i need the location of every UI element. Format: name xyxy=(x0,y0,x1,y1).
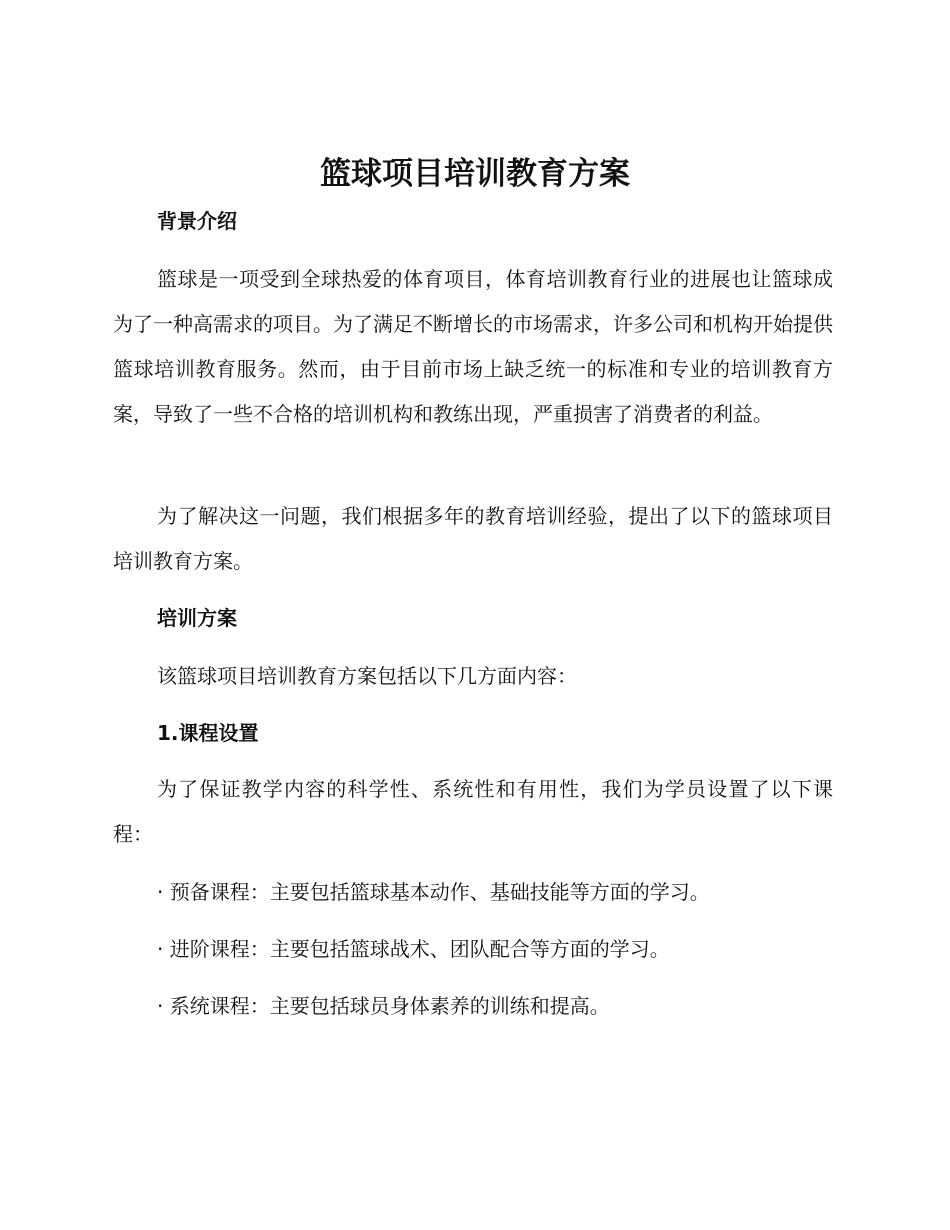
background-paragraph-1: 篮球是一项受到全球热爱的体育项目，体育培训教育行业的进展也让篮球成为了一种高需求的项目。为了满足不断增长的市场需求，许多公司和机构开始提供篮球培训教育服务。然而，由于目前市场上缺乏统一的标准和专业的培训教育方案，导致了一些不合格的培训机构和教练出现，严重损害了消费者的利益。 xyxy=(113,267,833,426)
course-list-item: · 系统课程：主要包括球员身体素养的训练和提高。 xyxy=(157,994,610,1018)
section-heading-plan: 培训方案 xyxy=(157,606,237,630)
course-setup-paragraph: 为了保证教学内容的科学性、系统性和有用性，我们为学员设置了以下课程： xyxy=(113,777,833,846)
section-heading-background: 背景介绍 xyxy=(157,209,237,233)
course-list-item: · 进阶课程：主要包括篮球战术、团队配合等方面的学习。 xyxy=(157,937,670,961)
plan-intro-paragraph: 该篮球项目培训教育方案包括以下几方面内容： xyxy=(157,664,577,688)
document-title: 篮球项目培训教育方案 xyxy=(320,156,630,192)
course-list-item: · 预备课程：主要包括篮球基本动作、基础技能等方面的学习。 xyxy=(157,880,710,904)
subsection-heading-course-setup: 1.课程设置 xyxy=(157,721,259,745)
background-paragraph-2: 为了解决这一问题，我们根据多年的教育培训经验，提出了以下的篮球项目培训教育方案。 xyxy=(113,504,833,573)
